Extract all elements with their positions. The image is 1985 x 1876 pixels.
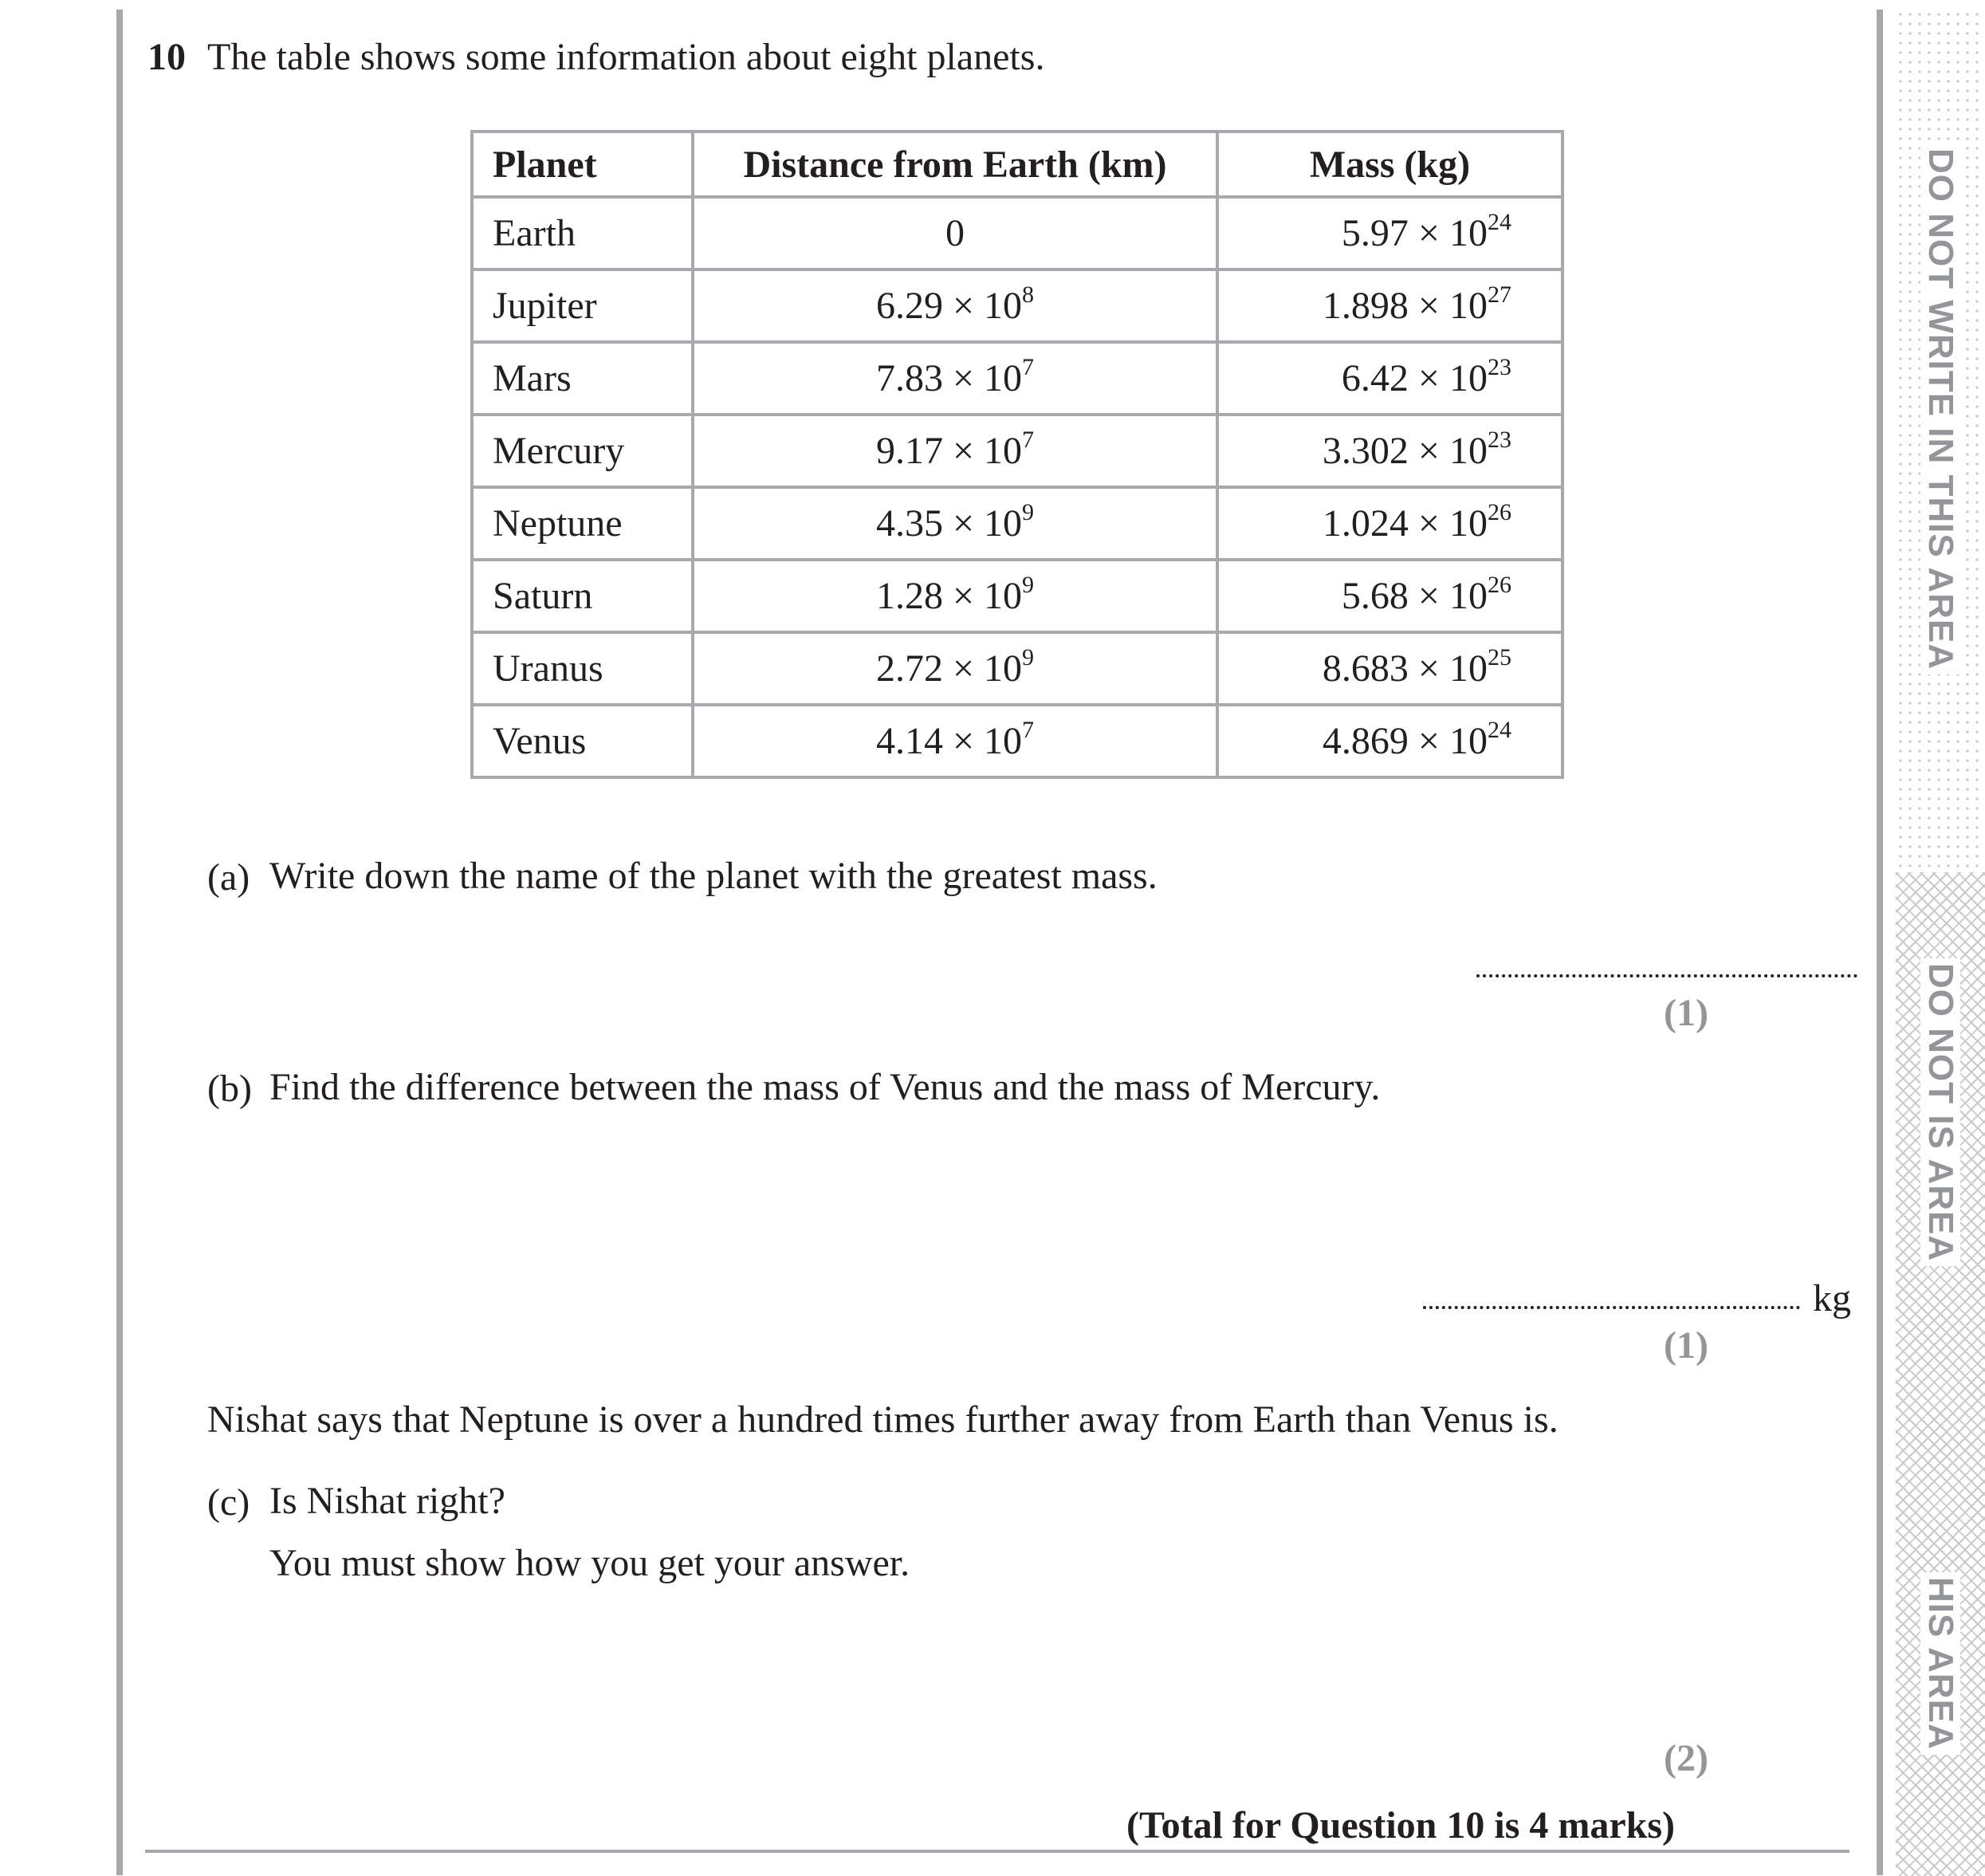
planet-distance: $1.28 \times 10^9$: [693, 560, 1217, 632]
part-b-label: (b): [207, 1068, 252, 1110]
planet-distance: $2.72 \times 10^9$: [693, 632, 1217, 705]
planet-mass: $4.869 \times 10^{24}$: [1217, 705, 1562, 777]
do-not-write-margin: [1896, 10, 1985, 1876]
nishat-statement: Nishat says that Neptune is over a hundred times further away from Earth than Venus is.: [207, 1398, 1559, 1441]
part-a-text: Write down the name of the planet with the greatest mass.: [269, 855, 1158, 897]
planet-mass: $8.683 \times 10^{25}$: [1217, 632, 1562, 705]
header-planet: Planet: [472, 132, 693, 197]
planet-mass: $1.898 \times 10^{27}$: [1217, 269, 1562, 342]
left-margin-rule: [116, 10, 123, 1875]
planet-distance: $7.83 \times 10^7$: [693, 342, 1217, 415]
table-row: [472, 705, 1562, 777]
planet-mass: $5.97 \times 10^{24}$: [1217, 197, 1562, 269]
part-c-marks: (2): [1664, 1737, 1708, 1780]
planet-mass: $1.024 \times 10^{26}$: [1217, 487, 1562, 560]
planet-name: Saturn: [472, 560, 693, 632]
margin-warning-1: DO NOT WRITE IN THIS AREA: [1920, 144, 1960, 674]
part-a-answer-line[interactable]: [1476, 974, 1857, 977]
planet-mass: $6.42 \times 10^{23}$: [1217, 342, 1562, 415]
part-b-text: Find the difference between the mass of Venus and the mass of Mercury.: [269, 1066, 1381, 1108]
planet-distance: $9.17 \times 10^7$: [693, 415, 1217, 487]
planet-distance: $6.29 \times 10^8$: [693, 269, 1217, 342]
question-number: 10: [147, 36, 186, 78]
margin-warning-3: HIS AREA: [1920, 1572, 1960, 1755]
part-a-marks: (1): [1664, 992, 1708, 1034]
header-distance: Distance from Earth (km): [693, 132, 1217, 197]
question-total: (Total for Question 10 is 4 marks): [1126, 1804, 1676, 1847]
planet-distance: 0: [693, 197, 1217, 269]
table-header-row: [472, 132, 1562, 197]
planet-distance: $4.14 \times 10^7$: [693, 705, 1217, 777]
table-row: [472, 632, 1562, 705]
table-row: [472, 269, 1562, 342]
table-row: [472, 487, 1562, 560]
header-mass: Mass (kg): [1217, 132, 1562, 197]
part-c-label: (c): [207, 1481, 250, 1524]
margin-warning-2: DO NOT IS AREA: [1920, 958, 1960, 1266]
right-margin-rule: [1877, 10, 1883, 1875]
planets-table: [470, 130, 1564, 779]
table-row: [472, 342, 1562, 415]
planet-name: Jupiter: [472, 269, 693, 342]
part-c-line2: You must show how you get your answer.: [269, 1542, 910, 1584]
question-intro: The table shows some information about eight planets.: [207, 36, 1045, 78]
planet-name: Mars: [472, 342, 693, 415]
table-row: [472, 415, 1562, 487]
part-b-answer-line[interactable]: [1423, 1306, 1800, 1309]
planet-name: Earth: [472, 197, 693, 269]
part-c-line1: Is Nishat right?: [269, 1480, 505, 1522]
planet-mass: $5.68 \times 10^{26}$: [1217, 560, 1562, 632]
table-row: [472, 560, 1562, 632]
planet-mass: $3.302 \times 10^{23}$: [1217, 415, 1562, 487]
part-b-marks: (1): [1664, 1324, 1708, 1367]
planet-name: Neptune: [472, 487, 693, 560]
planet-name: Venus: [472, 705, 693, 777]
table-row: [472, 197, 1562, 269]
planet-name: Mercury: [472, 415, 693, 487]
part-b-unit: kg: [1813, 1277, 1851, 1319]
planet-name: Uranus: [472, 632, 693, 705]
part-a-label: (a): [207, 856, 250, 899]
bottom-rule: [145, 1850, 1849, 1853]
planet-distance: $4.35 \times 10^9$: [693, 487, 1217, 560]
